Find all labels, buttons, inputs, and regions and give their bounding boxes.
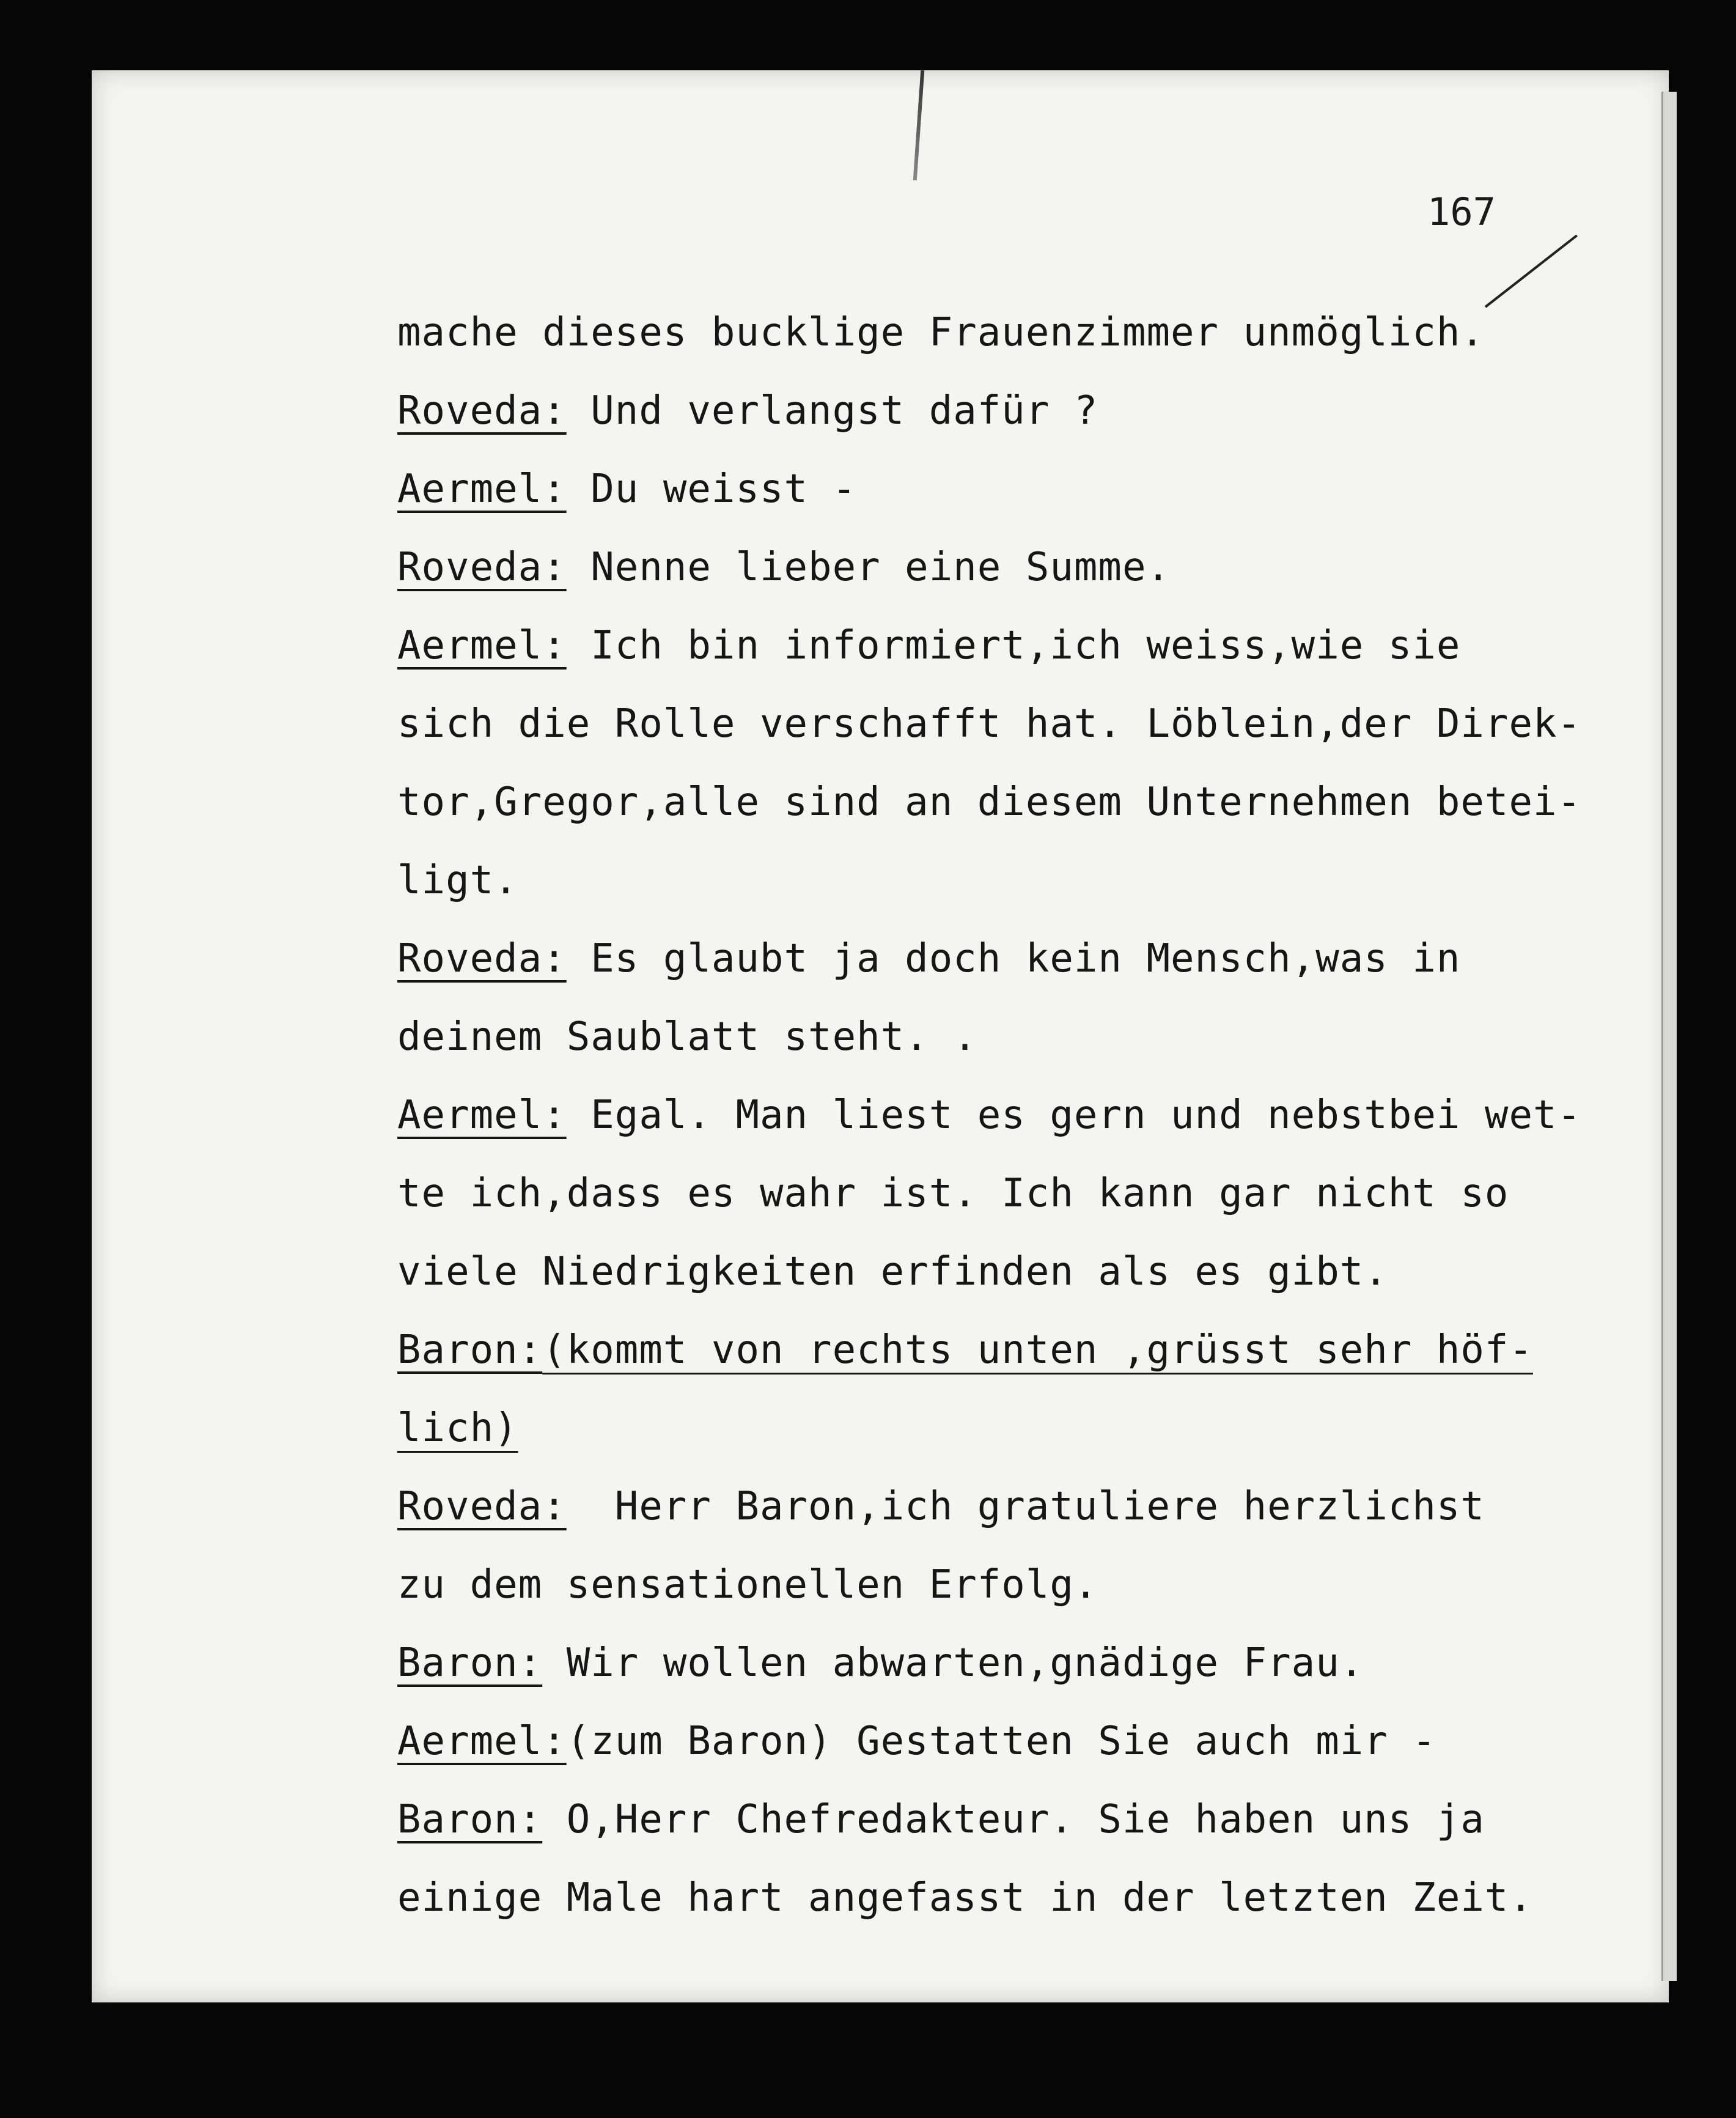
text-line xyxy=(397,998,1620,1076)
text-line xyxy=(397,1702,1620,1780)
line-text: Egal. Man liest es gern und nebstbei wet- xyxy=(566,1093,1582,1138)
text-line xyxy=(397,1467,1620,1546)
line-text: viele Niedrigkeiten erfinden als es gibt. xyxy=(397,1249,1388,1294)
speaker-label: Baron: xyxy=(397,1327,543,1373)
line-text: tor,Gregor,alle sind an diesem Unternehmen betei- xyxy=(397,780,1582,825)
speaker-label: Roveda: xyxy=(397,936,567,981)
speaker-label: Aermel: xyxy=(397,623,567,668)
stage-direction: lich) xyxy=(397,1406,518,1451)
text-line xyxy=(397,920,1620,998)
text-line xyxy=(397,607,1620,685)
text-line xyxy=(397,1859,1620,1937)
line-text: sich die Rolle verschafft hat. Löblein,der Direk- xyxy=(397,701,1582,747)
line-text: deinem Saublatt steht. . xyxy=(397,1014,977,1060)
text-line xyxy=(397,1546,1620,1624)
speaker-label: Roveda: xyxy=(397,545,567,590)
line-text: Und verlangst dafür ? xyxy=(566,388,1098,434)
stage-direction: (kommt von rechts unten ,grüsst sehr höf- xyxy=(542,1327,1533,1373)
speaker-label: Aermel: xyxy=(397,1093,567,1138)
speaker-label: Roveda: xyxy=(397,1484,567,1529)
text-line xyxy=(397,528,1620,607)
text-line xyxy=(397,1233,1620,1311)
line-text: Es glaubt ja doch kein Mensch,was in xyxy=(566,936,1461,981)
line-text: O,Herr Chefredakteur. Sie haben uns ja xyxy=(542,1797,1485,1842)
text-line xyxy=(397,293,1620,372)
speaker-label: Baron: xyxy=(397,1640,543,1686)
page-edge xyxy=(1661,92,1677,1981)
line-text: zu dem sensationellen Erfolg. xyxy=(397,1562,1098,1607)
text-line xyxy=(397,1780,1620,1859)
speaker-label: Aermel: xyxy=(397,467,567,512)
text-line xyxy=(397,1076,1620,1154)
line-text: Herr Baron,ich gratuliere herzlichst xyxy=(566,1484,1485,1529)
speaker-label: Roveda: xyxy=(397,388,567,434)
text-line xyxy=(397,763,1620,841)
speaker-label: Baron: xyxy=(397,1797,543,1842)
line-text: einige Male hart angefasst in der letzten Zeit. xyxy=(397,1875,1533,1921)
text-line xyxy=(397,1624,1620,1702)
typescript-body xyxy=(397,293,1620,1937)
line-text: ligt. xyxy=(397,858,518,903)
line-text: Wir wollen abwarten,gnädige Frau. xyxy=(542,1640,1364,1686)
line-text: (zum Baron) Gestatten Sie auch mir - xyxy=(566,1719,1436,1764)
text-line xyxy=(397,841,1620,920)
line-text: te ich,dass es wahr ist. Ich kann gar nicht so xyxy=(397,1171,1509,1216)
line-text: Ich bin informiert,ich weiss,wie sie xyxy=(566,623,1461,668)
line-text: Du weisst - xyxy=(566,467,857,512)
text-line xyxy=(397,1389,1620,1467)
speaker-label: Aermel: xyxy=(397,1719,567,1764)
text-line xyxy=(397,372,1620,450)
line-text: mache dieses bucklige Frauenzimmer unmöglich. xyxy=(397,310,1485,355)
text-line xyxy=(397,685,1620,763)
line-text: Nenne lieber eine Summe. xyxy=(566,545,1171,590)
text-line xyxy=(397,450,1620,528)
text-line xyxy=(397,1154,1620,1233)
page-number: 167 xyxy=(1427,190,1496,234)
text-line xyxy=(397,1311,1620,1389)
